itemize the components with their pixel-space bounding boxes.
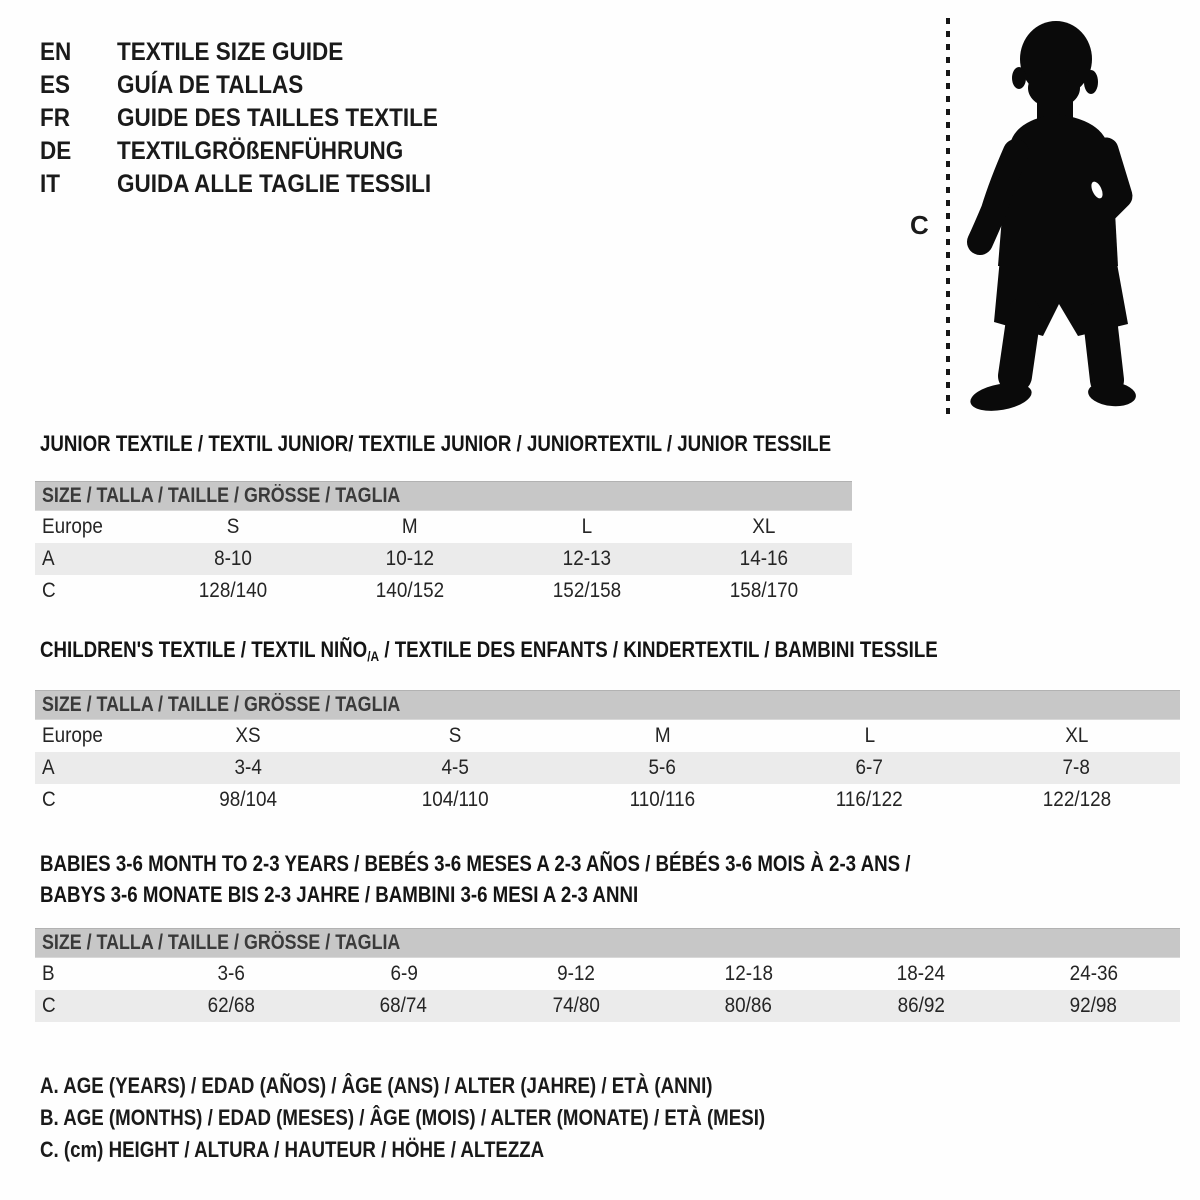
lang-code-fr: FR (40, 104, 70, 132)
junior-section-title: JUNIOR TEXTILE / TEXTIL JUNIOR/ TEXTILE JUNIOR / JUNIORTEXTIL / JUNIOR TESSILE (40, 431, 832, 456)
children-row-age: A 3-4 4-5 5-6 6-7 7-8 (35, 752, 1180, 784)
babies-row-age-months: B 3-6 6-9 9-12 12-18 18-24 24-36 (42, 962, 1118, 985)
lang-title-fr: GUIDE DES TAILLES TEXTILE (117, 104, 438, 132)
lang-title-es: GUÍA DE TALLAS (117, 71, 304, 99)
lang-code-it: IT (40, 170, 60, 198)
language-title-list (40, 36, 474, 201)
lang-code-es: ES (40, 71, 71, 99)
lang-row-fr (40, 102, 474, 135)
children-row-europe: Europe XS S M L XL (42, 724, 1089, 747)
lang-row-en (40, 36, 474, 69)
lang-title-de: TEXTILGRÖßENFÜHRUNG (117, 137, 404, 165)
babies-size-table (35, 928, 1180, 1022)
lang-title-it: GUIDA ALLE TAGLIE TESSILI (117, 170, 432, 198)
babies-row-height: C 62/68 68/74 74/80 80/86 86/92 92/98 (35, 990, 1180, 1022)
babies-table-header: SIZE / TALLA / TAILLE / GRÖSSE / TAGLIA (35, 928, 1180, 958)
junior-table-header: SIZE / TALLA / TAILLE / GRÖSSE / TAGLIA (35, 481, 852, 511)
junior-row-europe: Europe S M L XL (42, 515, 776, 538)
children-title-subscript: /A (367, 648, 380, 664)
toddler-silhouette-icon (958, 14, 1150, 414)
lang-row-es (40, 69, 474, 102)
babies-section-title: BABIES 3-6 MONTH TO 2-3 YEARS / BEBÉS 3-6 MESES A 2-3 AÑOS / BÉBÉS 3-6 MOIS À 2-3 ANS / BABYS 3-6 MONATE BIS 2-3 JAHRE / BAMBINI 3-6 MESI A 2-3 ANNI (40, 851, 911, 907)
children-size-table (35, 690, 1180, 816)
note-c: C. (cm) HEIGHT / ALTURA / HAUTEUR / HÖHE / ALTEZZA (40, 1137, 545, 1162)
legend-notes (40, 1070, 893, 1166)
junior-size-table (35, 481, 852, 607)
note-a: A. AGE (YEARS) / EDAD (AÑOS) / ÂGE (ANS) / ALTER (JAHRE) / ETÀ (ANNI) (40, 1073, 713, 1098)
lang-row-de (40, 135, 474, 168)
children-table-header: SIZE / TALLA / TAILLE / GRÖSSE / TAGLIA (35, 690, 1180, 720)
junior-row-age: A 8-10 10-12 12-13 14-16 (35, 543, 852, 575)
height-measure-label: C (910, 210, 929, 240)
note-b: B. AGE (MONTHS) / EDAD (MESES) / ÂGE (MOIS) / ALTER (MONATE) / ETÀ (MESI) (40, 1105, 766, 1130)
height-measure-dashed-line (946, 18, 950, 416)
junior-row-height: C 128/140 140/152 152/158 158/170 (42, 579, 798, 602)
children-row-height: C 98/104 104/110 110/116 116/122 122/128 (42, 788, 1111, 811)
lang-row-it (40, 168, 474, 201)
children-section-title: CHILDREN'S TEXTILE / TEXTIL $NIÑO_{/A}$ / TEXTILE DES ENFANTS / KINDERTEXTIL / BAMBINI TESSILE (40, 637, 938, 664)
lang-title-en: TEXTILE SIZE GUIDE (117, 38, 344, 66)
lang-code-en: EN (40, 38, 72, 66)
lang-code-de: DE (40, 137, 72, 165)
